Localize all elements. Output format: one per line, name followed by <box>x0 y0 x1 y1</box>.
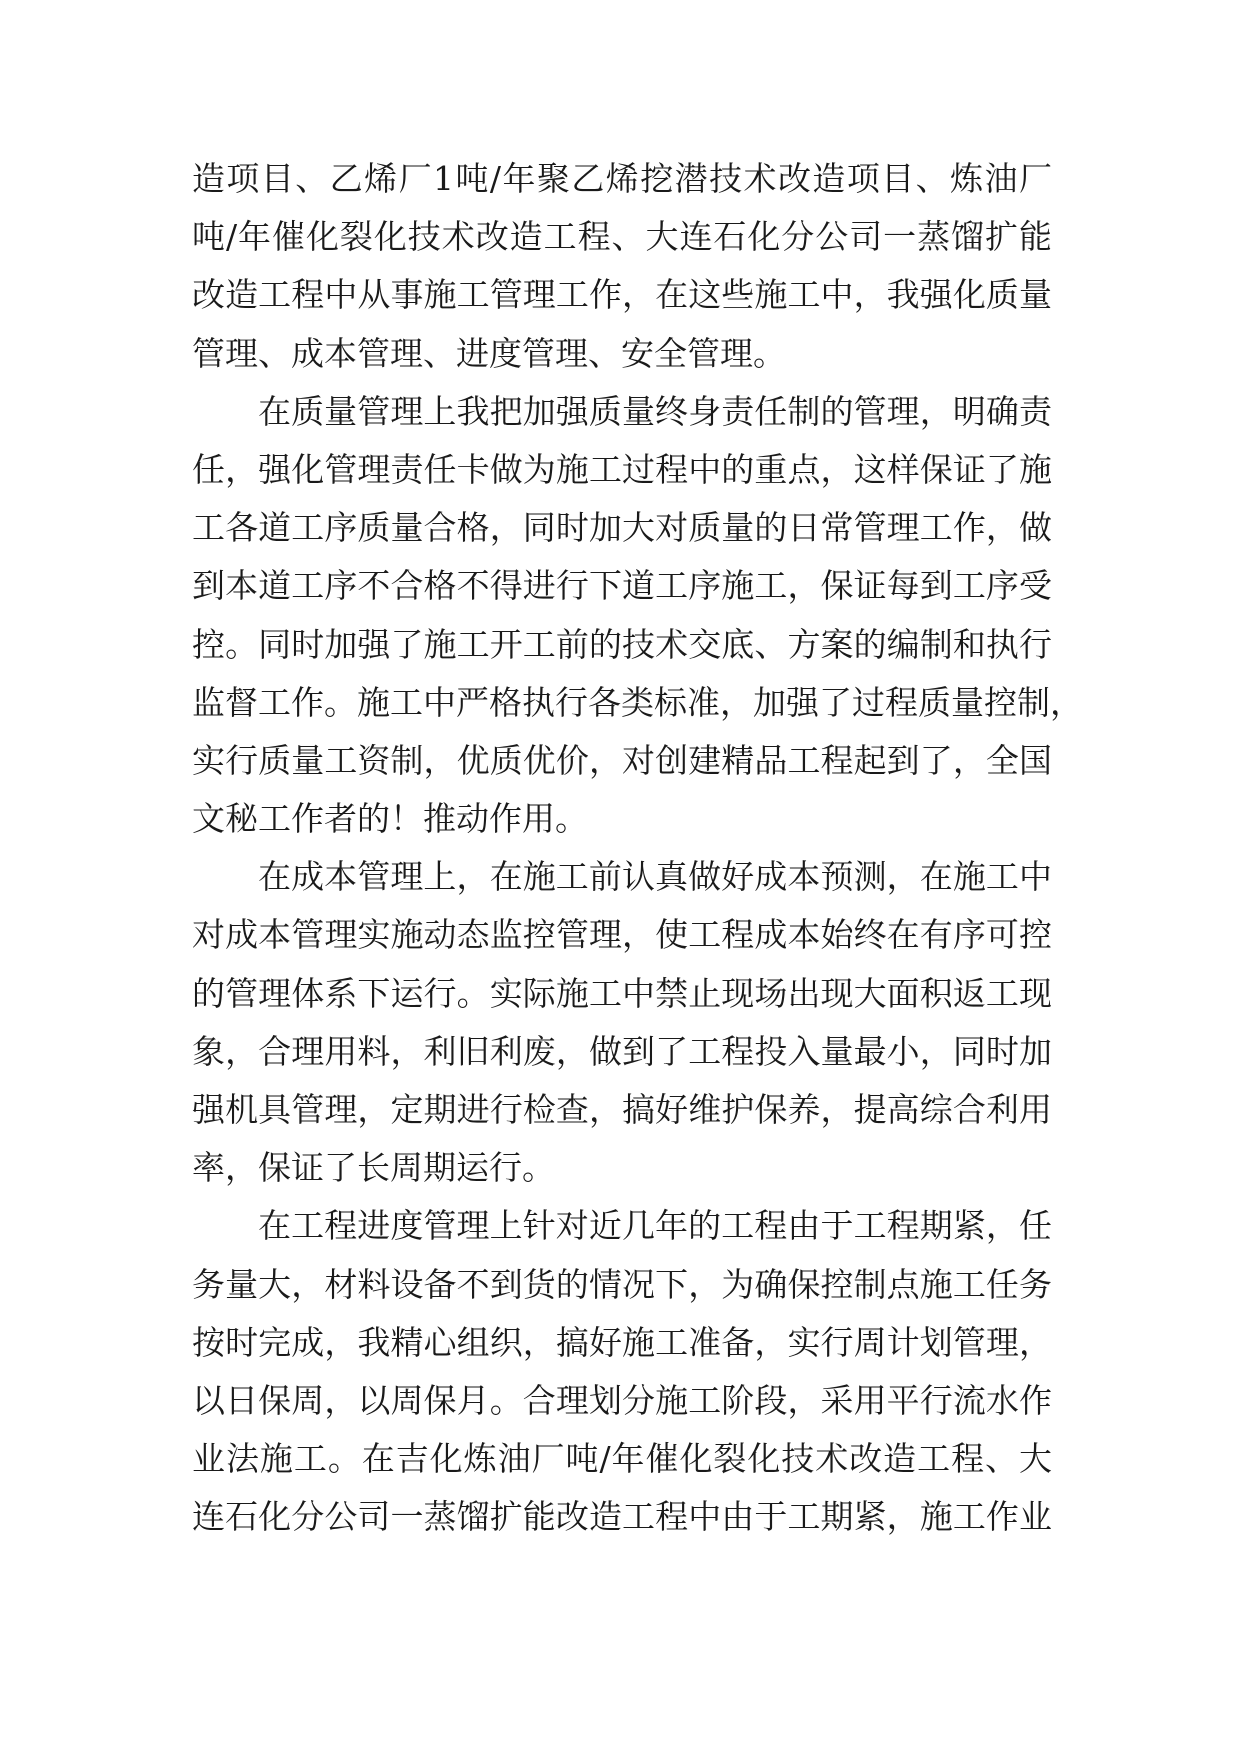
text-line: 在工程进度管理上针对近几年的工程由于工程期紧，任 <box>258 1206 1052 1246</box>
text-line: 工各道工序质量合格，同时加大对质量的日常管理工作，做 <box>192 508 1052 548</box>
text-line: 率，保证了长周期运行。 <box>192 1148 555 1188</box>
text-line: 到本道工序不合格不得进行下道工序施工，保证每到工序受 <box>192 566 1052 606</box>
text-line: 监督工作。施工中严格执行各类标准，加强了过程质量控制， <box>192 682 1083 722</box>
text-line: 改造工程中从事施工管理工作，在这些施工中，我强化质量 <box>192 275 1052 315</box>
text-line: 吨/年催化裂化技术改造工程、大连石化分公司一蒸馏扩能 <box>192 217 1052 257</box>
text-line: 任，强化管理责任卡做为施工过程中的重点，这样保证了施 <box>192 449 1052 489</box>
body-text <box>192 150 1083 1547</box>
text-line: 对成本管理实施动态监控管理，使工程成本始终在有序可控 <box>192 915 1052 955</box>
text-line: 以日保周，以周保月。合理划分施工阶段，采用平行流水作 <box>192 1380 1052 1420</box>
text-line: 务量大，材料设备不到货的情况下，为确保控制点施工任务 <box>192 1264 1052 1304</box>
text-line: 在质量管理上我把加强质量终身责任制的管理，明确责 <box>258 391 1052 431</box>
text-line: 管理、成本管理、进度管理、安全管理。 <box>192 333 786 373</box>
text-line: 文秘工作者的！推动作用。 <box>192 799 588 839</box>
text-line: 实行质量工资制，优质优价，对创建精品工程起到了，全国 <box>192 740 1052 780</box>
text-line: 象，合理用料，利旧利废，做到了工程投入量最小，同时加 <box>192 1031 1052 1071</box>
text-line: 造项目、乙烯厂1吨/年聚乙烯挖潜技术改造项目、炼油厂 <box>192 159 1052 198</box>
text-line: 在成本管理上，在施工前认真做好成本预测，在施工中 <box>258 857 1052 897</box>
text-line: 的管理体系下运行。实际施工中禁止现场出现大面积返工现 <box>192 973 1052 1013</box>
text-line: 强机具管理，定期进行检查，搞好维护保养，提高综合利用 <box>192 1090 1052 1129</box>
text-line: 控。同时加强了施工开工前的技术交底、方案的编制和执行 <box>192 624 1052 664</box>
text-line: 按时完成，我精心组织，搞好施工准备，实行周计划管理， <box>192 1322 1052 1362</box>
text-line: 连石化分公司一蒸馏扩能改造工程中由于工期紧，施工作业 <box>192 1497 1052 1537</box>
text-line: 业法施工。在吉化炼油厂吨/年催化裂化技术改造工程、大 <box>192 1439 1052 1479</box>
